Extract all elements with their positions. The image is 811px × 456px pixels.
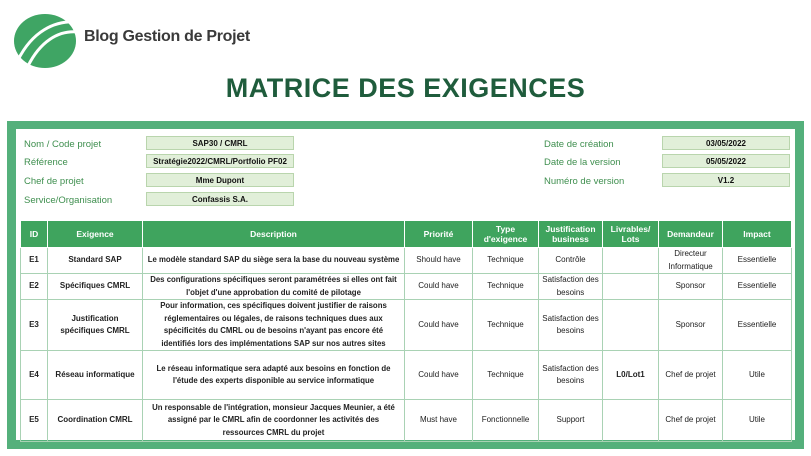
cell-justification: Satisfaction des besoins xyxy=(539,300,603,351)
organisation-label: Service/Organisation xyxy=(24,195,113,206)
reference-label: Référence xyxy=(24,157,68,168)
cell-id: E4 xyxy=(21,351,48,400)
cell-exigence: Coordination CMRL xyxy=(48,400,143,442)
cell-demandeur: Sponsor xyxy=(659,274,723,300)
header-demandeur: Demandeur xyxy=(659,221,723,248)
project-manager-label: Chef de projet xyxy=(24,176,84,187)
version-number-label: Numéro de version xyxy=(544,176,625,187)
cell-impact: Essentielle xyxy=(723,248,792,274)
cell-exigence: Spécifiques CMRL xyxy=(48,274,143,300)
cell-exigence: Standard SAP xyxy=(48,248,143,274)
header-priorite: Priorité xyxy=(405,221,473,248)
cell-justification: Satisfaction des besoins xyxy=(539,274,603,300)
cell-impact: Essentielle xyxy=(723,300,792,351)
header-livrables: Livrables/ Lots xyxy=(603,221,659,248)
cell-exigence: Justification spécifiques CMRL xyxy=(48,300,143,351)
project-manager-value: Mme Dupont xyxy=(146,173,294,187)
table-row xyxy=(21,274,792,300)
cell-id: E1 xyxy=(21,248,48,274)
cell-type: Technique xyxy=(473,248,539,274)
header-type: Type d'exigence xyxy=(473,221,539,248)
page-title: MATRICE DES EXIGENCES xyxy=(225,73,586,103)
cell-id: E3 xyxy=(21,300,48,351)
cell-priorite: Could have xyxy=(405,274,473,300)
table-row xyxy=(21,351,792,400)
brand-logo-icon xyxy=(14,12,80,68)
table-header-row xyxy=(21,221,792,248)
cell-impact: Essentielle xyxy=(723,274,792,300)
organisation-value: Confassis S.A. xyxy=(146,192,294,206)
cell-type: Technique xyxy=(473,274,539,300)
header-exigence: Exigence xyxy=(48,221,143,248)
table-row xyxy=(21,248,792,274)
cell-livrables xyxy=(603,274,659,300)
cell-description: Un responsable de l'intégration, monsieur Jacques Meunier, a été assigné par le CMRL afin de coordonner les activités des ressources CMRL du projet xyxy=(143,400,405,442)
cell-impact: Utile xyxy=(723,351,792,400)
cell-demandeur: Chef de projet xyxy=(659,351,723,400)
cell-livrables xyxy=(603,248,659,274)
cell-priorite: Should have xyxy=(405,248,473,274)
cell-priorite: Could have xyxy=(405,351,473,400)
cell-demandeur: Sponsor xyxy=(659,300,723,351)
cell-priorite: Could have xyxy=(405,300,473,351)
cell-description: Des configurations spécifiques seront paramétrées si elles ont fait l'objet d'une approbation du comité de pilotage xyxy=(143,274,405,300)
cell-demandeur: Directeur Informatique xyxy=(659,248,723,274)
cell-description: Le modèle standard SAP du siège sera la base du nouveau système xyxy=(143,248,405,274)
creation-date-value: 03/05/2022 xyxy=(662,136,790,150)
table-row xyxy=(21,300,792,351)
reference-value: Stratégie2022/CMRL/Portfolio PF02 xyxy=(146,154,294,168)
cell-demandeur: Chef de projet xyxy=(659,400,723,442)
cell-livrables xyxy=(603,400,659,442)
cell-justification: Contrôle xyxy=(539,248,603,274)
cell-priorite: Must have xyxy=(405,400,473,442)
requirements-table xyxy=(20,220,792,442)
cell-justification: Support xyxy=(539,400,603,442)
version-number-value: V1.2 xyxy=(662,173,790,187)
header-id: ID xyxy=(21,221,48,248)
project-name-value: SAP30 / CMRL xyxy=(146,136,294,150)
cell-livrables: L0/Lot1 xyxy=(603,351,659,400)
creation-date-label: Date de création xyxy=(544,139,614,150)
version-date-label: Date de la version xyxy=(544,157,621,168)
version-date-value: 05/05/2022 xyxy=(662,154,790,168)
project-name-label: Nom / Code projet xyxy=(24,139,102,150)
cell-exigence: Réseau informatique xyxy=(48,351,143,400)
cell-type: Fonctionnelle xyxy=(473,400,539,442)
cell-justification: Satisfaction des besoins xyxy=(539,351,603,400)
cell-id: E5 xyxy=(21,400,48,442)
cell-description: Pour information, ces spécifiques doivent justifier de raisons réglementaires ou légales, de raisons techniques dues aux spécificités du CMRL ou de besoins n'ayant pas encore été identifiés lors des implémentations SAP sur nos autres sites xyxy=(143,300,405,351)
header-description: Description xyxy=(143,221,405,248)
cell-type: Technique xyxy=(473,351,539,400)
cell-impact: Utile xyxy=(723,400,792,442)
header-justification: Justification business xyxy=(539,221,603,248)
table-row xyxy=(21,400,792,442)
brand-name: Blog Gestion de Projet xyxy=(84,28,250,45)
cell-livrables xyxy=(603,300,659,351)
cell-id: E2 xyxy=(21,274,48,300)
header-impact: Impact xyxy=(723,221,792,248)
cell-description: Le réseau informatique sera adapté aux besoins en fonction de l'étude des experts disponible au service informatique xyxy=(143,351,405,400)
cell-type: Technique xyxy=(473,300,539,351)
